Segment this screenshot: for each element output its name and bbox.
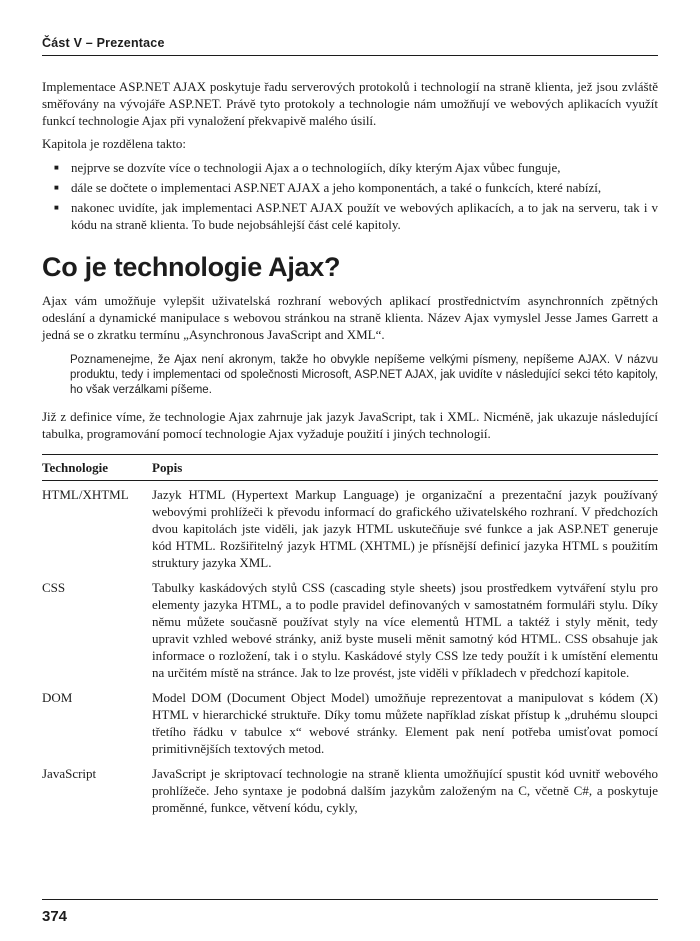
table-cell-desc: JavaScript je skriptovací technologie na straně klienta umožňující spustit kód uvnitř webového prohlížeče. Jeho syntaxe je podobná dalším jazykům založeným na C, včetně C#, a poskytuje proměnné, funkce, větvení kódu, cykly, xyxy=(152,766,658,815)
technology-table xyxy=(42,454,658,819)
bullet-item xyxy=(42,159,658,176)
bullet-text: nakonec uvidíte, jak implementaci ASP.NET AJAX použít ve webových aplikacích, a to jak na serveru, tak i v kódu na straně klienta. To bude nejobsáhlejší část celé kapitoly. xyxy=(71,200,658,232)
table-row xyxy=(42,481,658,575)
footer-rule xyxy=(42,899,658,900)
intro-paragraph-2: Kapitola je rozdělena takto: xyxy=(42,136,187,151)
page-footer xyxy=(42,899,658,941)
section-paragraph-1: Ajax vám umožňuje vylepšit uživatelská rozhraní webových aplikací prostřednictvím asynchronních zpětných odeslání a dynamické manipulace s webovou stránkou na straně klienta. Název Ajax vymyslel Jesse James Garrett a jedná se o zkratku termínu „Asynchronous JavaScript and XML“. xyxy=(42,293,658,342)
running-header xyxy=(42,36,658,55)
table-cell-term: CSS xyxy=(42,580,66,595)
table-cell-desc: Tabulky kaskádových stylů CSS (cascading style sheets) jsou prostředkem vytváření stylu pro elementy jazyka HTML, a to podle pravidel definovaných v samostatném formuláři stylu. Díky němu můžete současně používat styly na více elementů HTML a taktéž i styly měnit, tedy upravit vzhled webové stránky, aniž byste museli měnit samotný kód HTML. CSS obsahuje jak informace o rozložení, tak i o stylu. Kaskádové styly CSS lze tedy použít i k umístění elementu na určitém místě na stránce. Jak to lze provést, jste viděli v příkladech v předchozí kapitole. xyxy=(152,580,658,680)
bullet-list xyxy=(42,159,658,236)
note-block: Poznamenejme, že Ajax není akronym, takže ho obvykle nepíšeme velkými písmeny, nepíšeme AJAX. V názvu produktu, tedy i implementaci od společnosti Microsoft, ASP.NET AJAX, jak uvidíte v následující sekci této kapitoly, ho však verzálkami píšeme. xyxy=(70,354,658,396)
bullet-item xyxy=(42,179,658,196)
section-title: Co je technologie Ajax? xyxy=(42,252,341,282)
header-rule xyxy=(42,55,658,56)
table-header-row xyxy=(42,455,658,481)
table-row xyxy=(42,574,658,684)
bullet-item xyxy=(42,199,658,233)
chapter-title: Část V – Prezentace xyxy=(42,36,165,50)
section-paragraph-2: Již z definice víme, že technologie Ajax zahrnuje jak jazyk JavaScript, tak i XML. Nicméně, jak ukazuje následující tabulka, programování pomocí technologie Ajax vyžaduje použití i jiných technologií. xyxy=(42,409,658,441)
table-row xyxy=(42,684,658,760)
column-header-technologie: Technologie xyxy=(42,455,152,481)
bullet-square-icon: ■ xyxy=(54,183,59,192)
intro-paragraph-1: Implementace ASP.NET AJAX poskytuje řadu serverových protokolů i technologií na straně klienta, jež jsou zvláště směřovány na vývojáře ASP.NET. Právě tyto protokoly a technologie nám umožňují ve webových aplikacích využít funkcí technologie Ajax při vynaložení překvapivě malého úsilí. xyxy=(42,79,658,128)
bullet-text: nejprve se dozvíte více o technologii Ajax a o technologiích, díky kterým Ajax vůbec funguje, xyxy=(71,160,561,175)
bullet-square-icon: ■ xyxy=(54,163,59,172)
table-cell-term: HTML/XHTML xyxy=(42,487,129,502)
table-cell-desc: Model DOM (Document Object Model) umožňuje reprezentovat a manipulovat s kódem (X) HTML v hierarchické struktuře. Díky tomu můžete například získat přístup k „druhému sloupci třetího řádku v tabulce x“ webové stránky. Element pak není potřeba umisťovat pomocí primitivnějších textových metod. xyxy=(152,690,658,756)
bullet-text: dále se dočtete o implementaci ASP.NET AJAX a jeho komponentách, a také o funkcích, které nabízí, xyxy=(71,180,602,195)
page-number: 374 xyxy=(42,908,68,925)
table-head xyxy=(42,455,658,481)
table-row xyxy=(42,760,658,819)
table-cell-term: JavaScript xyxy=(42,766,97,781)
table-cell-desc: Jazyk HTML (Hypertext Markup Language) je organizační a prezentační jazyk používaný webovými prohlížeči k převodu informací do grafického uživatelského rozhraní. V předchozích dvou kapitolách jste viděli, jak jazyk HTML uskutečňuje své funkce a jak ASP.NET generuje kód HTML. Rozšiřitelný jazyk HTML (XHTML) je přísnější definicí jazyka HTML s použitím struktury jazyka XML. xyxy=(152,487,658,570)
table-body xyxy=(42,481,658,820)
column-header-popis: Popis xyxy=(152,455,658,481)
bullet-square-icon: ■ xyxy=(54,203,59,212)
table-cell-term: DOM xyxy=(42,690,73,705)
